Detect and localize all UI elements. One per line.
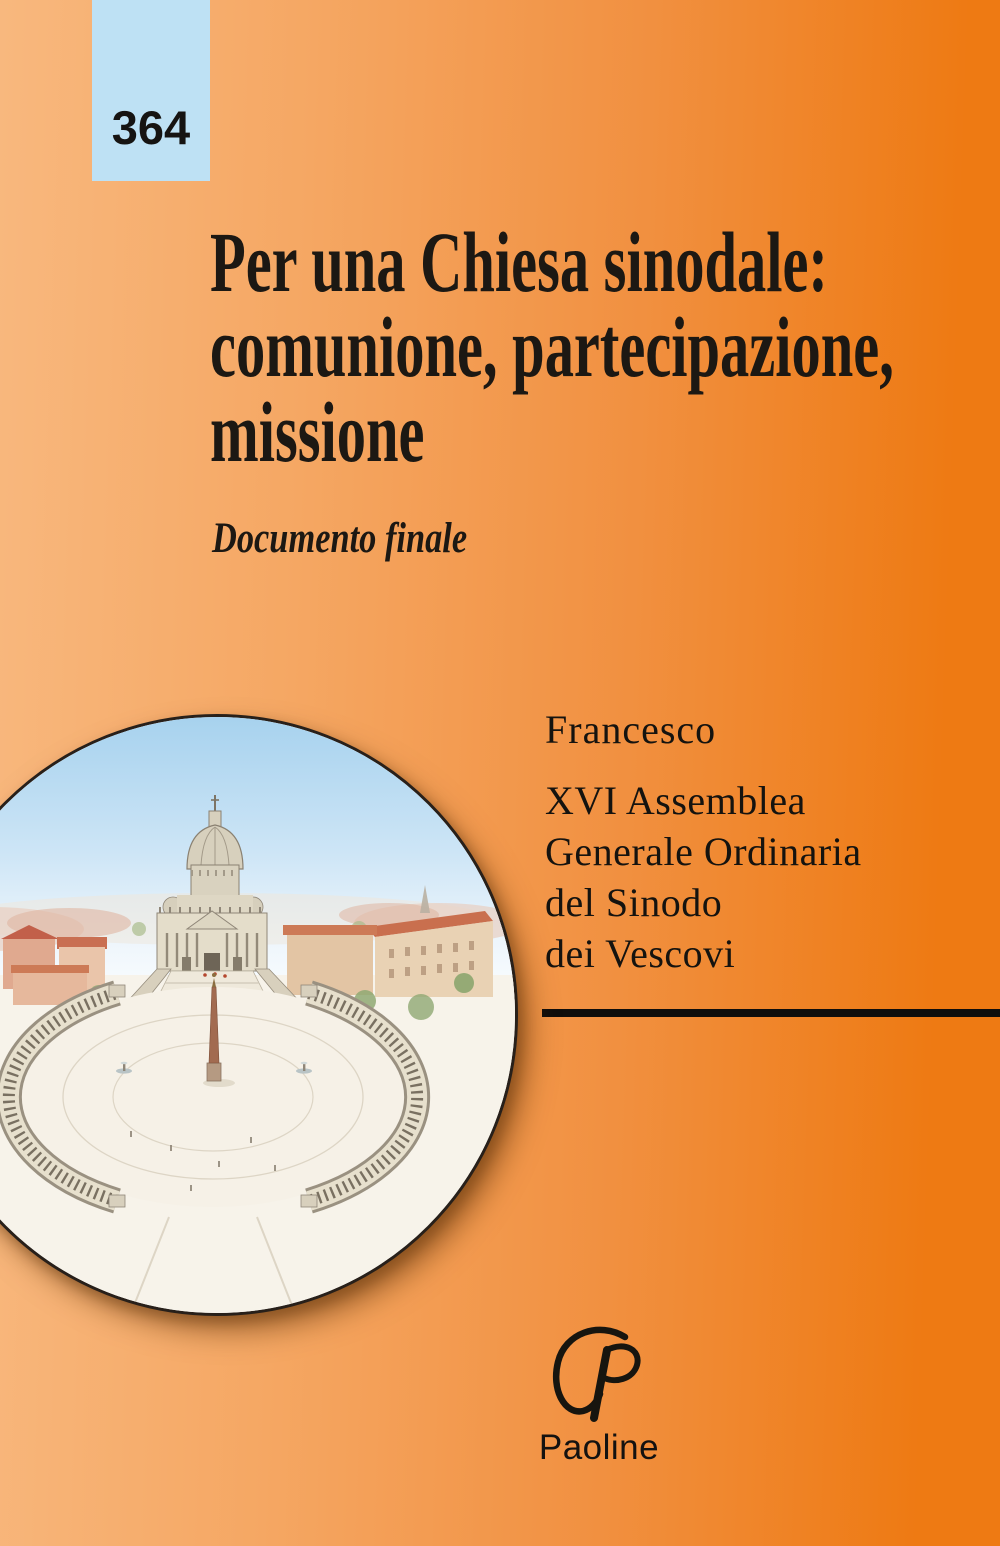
publisher-logo [533, 1324, 665, 1467]
st-peters-square-illustration [0, 717, 515, 1313]
series-badge [92, 0, 210, 181]
cover-illustration-circle [0, 714, 518, 1316]
horizontal-rule [542, 1009, 1000, 1017]
book-subtitle: Documento finale [212, 515, 468, 562]
assembly-line-1: XVI Assemblea [545, 778, 806, 823]
series-number: 364 [111, 101, 191, 154]
assembly-line-4: dei Vescovi [545, 931, 736, 976]
paoline-cp-monogram-icon [547, 1324, 651, 1428]
title-line-3: missione [210, 384, 425, 480]
author-name: Francesco [545, 707, 717, 752]
assembly-line-2: Generale Ordinaria [545, 829, 862, 874]
assembly-title [545, 775, 862, 979]
publisher-name: Paoline [538, 1428, 660, 1467]
title-line-1: Per una Chiesa sinodale: [210, 214, 828, 310]
book-title [210, 214, 978, 480]
title-line-2: comunione, partecipazione, [210, 299, 894, 395]
assembly-line-3: del Sinodo [545, 880, 723, 925]
